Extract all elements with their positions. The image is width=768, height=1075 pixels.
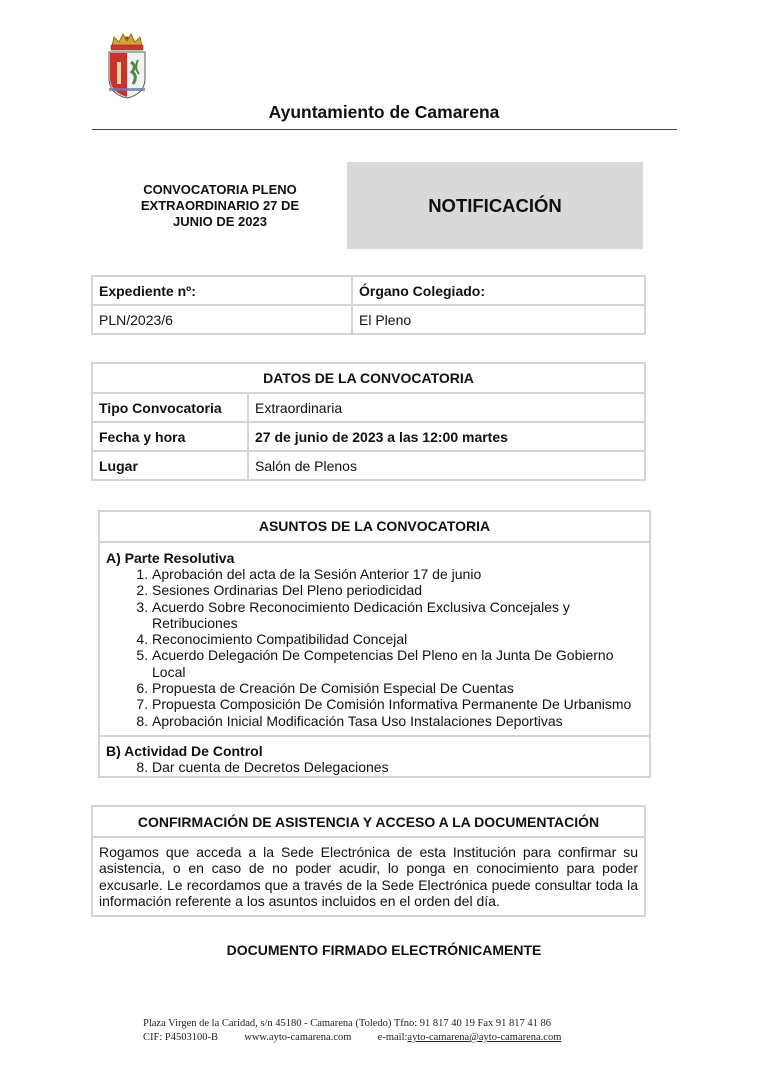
datos-row-value: Extraordinaria — [248, 393, 645, 422]
header-divider — [92, 129, 677, 130]
part-a-list — [100, 566, 649, 729]
convocatoria-title-line: CONVOCATORIA PLENO — [143, 182, 297, 197]
footer-email-label: e-mail: — [377, 1032, 408, 1043]
expediente-table — [91, 275, 646, 335]
table-row — [92, 422, 645, 451]
organo-label: Órgano Colegiado: — [352, 276, 645, 305]
datos-row-value: Salón de Plenos — [248, 451, 645, 480]
coat-of-arms-icon — [104, 32, 150, 100]
list-item: 5. Acuerdo Delegación De Competencias Del Pleno en la Junta De Gobierno Local — [152, 647, 649, 680]
footer — [143, 1017, 561, 1045]
datos-heading: DATOS DE LA CONVOCATORIA — [92, 363, 645, 393]
part-b-list — [100, 759, 649, 775]
organo-value: El Pleno — [352, 305, 645, 334]
part-divider — [100, 735, 649, 737]
footer-email-link[interactable]: ayto-camarena@ayto-camarena.com — [407, 1032, 562, 1043]
footer-address: Plaza Virgen de la Caridad, s/n 45180 - Camarena (Toledo) Tfno: 91 817 40 19 Fax 91 817 41 86 — [143, 1018, 552, 1029]
list-item: 3. Acuerdo Sobre Reconocimiento Dedicación Exclusiva Concejales y Retribuciones — [152, 599, 649, 632]
coat-of-arms-logo — [104, 32, 150, 100]
notification-label: NOTIFICACIÓN — [428, 194, 562, 216]
convocatoria-title — [120, 182, 320, 230]
asuntos-heading: ASUNTOS DE LA CONVOCATORIA — [100, 512, 649, 543]
list-item: 2. Sesiones Ordinarias Del Pleno periodicidad — [152, 582, 649, 598]
confirmacion-body: Rogamos que acceda a la Sede Electrónica de esta Institución para confirmar su asistencia, o en caso de no poder acudir, lo ponga en conocimiento para poder excusarle. Le recordamos que a través de la Sede Electrónica puede consultar toda la información referente a los asuntos incluidos en el orden del día. — [99, 844, 638, 909]
convocatoria-title-line: EXTRAORDINARIO 27 DE — [140, 198, 300, 213]
list-item: 8. Aprobación Inicial Modificación Tasa Uso Instalaciones Deportivas — [152, 713, 649, 729]
list-item: 8. Dar cuenta de Decretos Delegaciones — [152, 759, 649, 775]
datos-convocatoria-table — [91, 362, 646, 481]
signature-note: DOCUMENTO FIRMADO ELECTRÓNICAMENTE — [226, 942, 542, 958]
datos-row-label: Tipo Convocatoria — [92, 393, 248, 422]
notification-box — [347, 162, 643, 249]
list-item: 6. Propuesta de Creación De Comisión Especial De Cuentas — [152, 680, 649, 696]
part-a-title: A) Parte Resolutiva — [106, 550, 235, 566]
expediente-value: PLN/2023/6 — [92, 305, 352, 334]
expediente-label: Expediente nº: — [92, 276, 352, 305]
table-row — [92, 451, 645, 480]
part-b-title: B) Actividad De Control — [106, 742, 263, 759]
datos-row-label: Lugar — [92, 451, 248, 480]
confirmacion-heading: CONFIRMACIÓN DE ASISTENCIA Y ACCESO A LA DOCUMENTACIÓN — [93, 807, 644, 838]
footer-cif: CIF: P4503100-B — [143, 1032, 218, 1043]
organization-title: Ayuntamiento de Camarena — [268, 102, 500, 122]
list-item: 1. Aprobación del acta de la Sesión Anterior 17 de junio — [152, 566, 649, 582]
table-row — [92, 276, 645, 305]
datos-row-label: Fecha y hora — [92, 422, 248, 451]
footer-contact-line — [143, 1031, 561, 1045]
table-row — [92, 363, 645, 393]
confirmacion-section — [91, 805, 646, 917]
table-row — [92, 393, 645, 422]
asuntos-section — [98, 510, 651, 778]
footer-web[interactable]: www.ayto-camarena.com — [244, 1032, 352, 1043]
list-item: 7. Propuesta Composición De Comisión Informativa Permanente De Urbanismo — [152, 696, 649, 712]
datos-row-value: 27 de junio de 2023 a las 12:00 martes — [248, 422, 645, 451]
table-row — [92, 305, 645, 334]
list-item: 4. Reconocimiento Compatibilidad Concejal — [152, 631, 649, 647]
convocatoria-title-line: JUNIO DE 2023 — [173, 214, 267, 229]
